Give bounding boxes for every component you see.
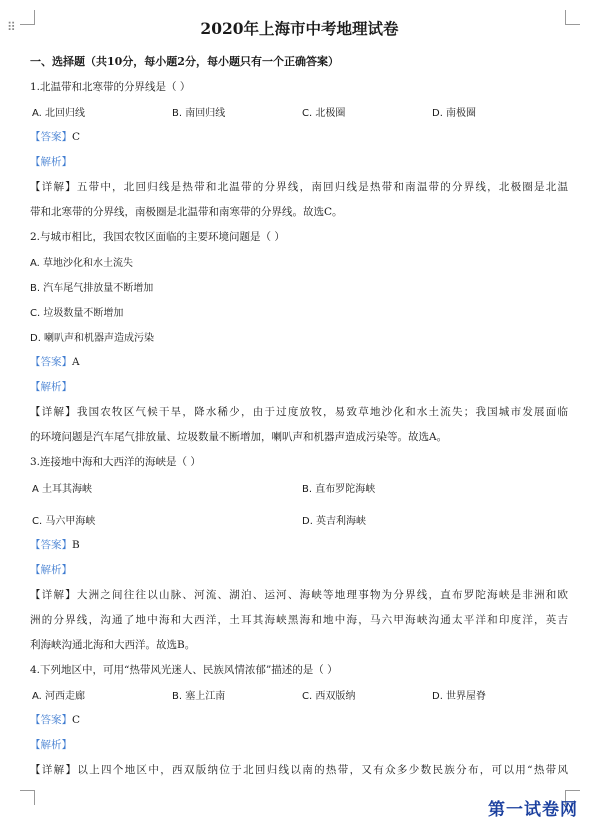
q3-option-d: D. 英吉利海峡 — [302, 516, 367, 527]
answer-value: A — [72, 356, 80, 368]
q3-option-b: B. 直布罗陀海峡 — [302, 484, 376, 495]
answer-value: B — [72, 539, 80, 551]
detail-label: 【详解】 — [30, 181, 77, 193]
q4-answer — [30, 712, 80, 727]
site-watermark: 第一试卷网 — [488, 800, 578, 820]
answer-label: 【答案】 — [30, 131, 72, 143]
q2-analysis-label: 【解析】 — [30, 381, 72, 393]
q4-option-d: D. 世界屋脊 — [432, 691, 487, 702]
q1-detail-line-1: 【详解】五带中，北回归线是热带和北温带的分界线，南回归线是热带和南温带的分界线，北极圈是北温 — [30, 181, 568, 193]
page-title: 2020年上海市中考地理试卷 — [200, 19, 399, 38]
q2-option-b: B. 汽车尾气排放量不断增加 — [30, 283, 154, 294]
q3-option-c: C. 马六甲海峡 — [32, 516, 96, 527]
q3-answer — [30, 537, 80, 552]
q2-option-d: D. 喇叭声和机器声造成污染 — [30, 333, 155, 344]
q3-analysis-label: 【解析】 — [30, 564, 72, 576]
q3-detail-line-2: 洲的分界线，沟通了地中海和大西洋，土耳其海峡黑海和地中海，马六甲海峡沟通太平洋和印度洋，英吉 — [30, 614, 568, 626]
q3-detail-line-3: 利海峡沟通北海和大西洋。故选B。 — [30, 639, 196, 651]
q2-option-c: C. 垃圾数量不断增加 — [30, 308, 124, 319]
answer-label: 【答案】 — [30, 714, 72, 726]
detail-label: 【详解】 — [30, 589, 77, 601]
q2-option-a: A. 草地沙化和水土流失 — [30, 258, 134, 269]
q1-option-c: C. 北极圈 — [302, 108, 346, 119]
detail-label: 【详解】 — [30, 406, 77, 418]
q1-detail-line-2: 带和北寒带的分界线，南极圈是北温带和南寒带的分界线。故选C。 — [30, 206, 343, 218]
q1-option-b: B. 南回归线 — [172, 108, 226, 119]
q3-detail-line-1: 【详解】大洲之间往往以山脉、河流、湖泊、运河、海峡等地理事物为分界线，直布罗陀海峡是非洲和欧 — [30, 589, 568, 601]
q1-answer — [30, 129, 80, 144]
question-1-stem: 1.北温带和北寒带的分界线是（ ） — [30, 81, 191, 93]
q4-detail-line-1: 【详解】以上四个地区中，西双版纳位于北回归线以南的热带，又有众多少数民族分布，可以用“热带风 — [30, 764, 569, 776]
question-3-stem: 3.连接地中海和大西洋的海峡是（ ） — [30, 456, 201, 468]
question-2-stem: 2.与城市相比，我国农牧区面临的主要环境问题是（ ） — [30, 231, 285, 243]
question-4-stem: 4.下列地区中，可用“热带风光迷人、民族风情浓郁”描述的是（ ） — [30, 664, 338, 676]
answer-label: 【答案】 — [30, 356, 72, 368]
answer-value: C — [72, 131, 81, 143]
q1-option-d: D. 南极圈 — [432, 108, 477, 119]
answer-label: 【答案】 — [30, 539, 72, 551]
q4-analysis-label: 【解析】 — [30, 739, 72, 751]
q2-answer — [30, 354, 80, 369]
q4-option-b: B. 塞上江南 — [172, 691, 226, 702]
answer-value: C — [72, 714, 81, 726]
page-corner-mark — [20, 790, 35, 805]
q4-option-a: A. 河西走廊 — [32, 691, 86, 702]
q4-option-c: C. 西双版纳 — [302, 691, 356, 702]
detail-label: 【详解】 — [30, 764, 78, 776]
drag-handle-icon[interactable]: ⠿ — [7, 20, 17, 34]
section-heading: 一、选择题（共10分，每小题2分，每小题只有一个正确答案） — [30, 55, 339, 68]
q3-option-a: A 土耳其海峡 — [32, 484, 93, 495]
q1-option-a: A. 北回归线 — [32, 108, 86, 119]
q2-detail-line-1: 【详解】我国农牧区气候干旱，降水稀少，由于过度放牧，易致草地沙化和水土流失；我国城市发展面临 — [30, 406, 568, 418]
q1-analysis-label: 【解析】 — [30, 156, 72, 168]
q2-detail-line-2: 的环境问题是汽车尾气排放量、垃圾数量不断增加，喇叭声和机器声造成污染等。故选A。 — [30, 431, 448, 443]
